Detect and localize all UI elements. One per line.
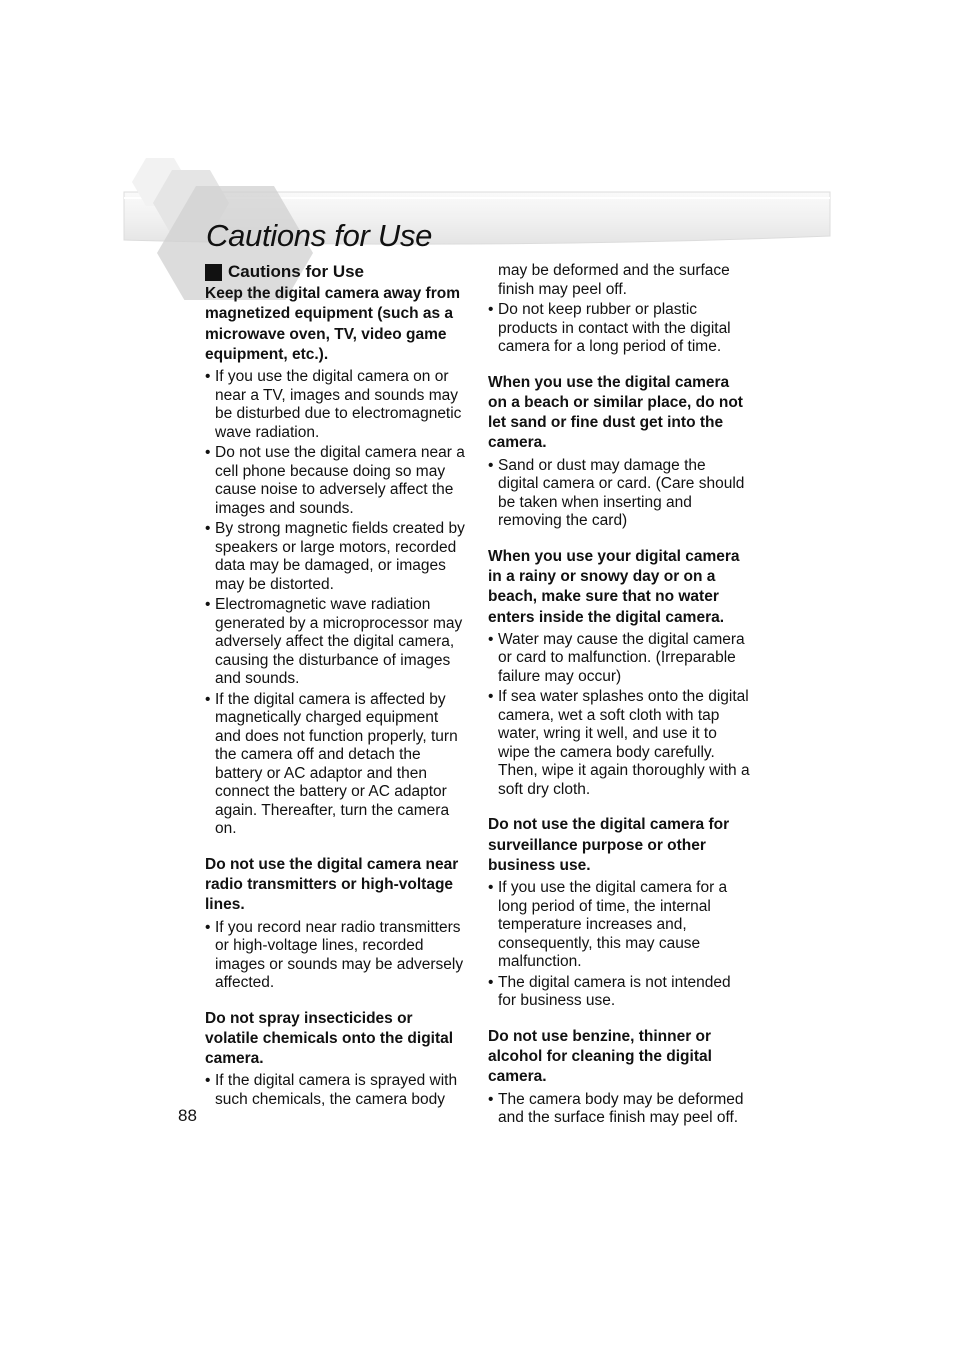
- list-item: • If the digital camera is sprayed with such chemicals, the camera body: [205, 1072, 467, 1109]
- list-item: • Do not use the digital camera near a cell phone because doing so may cause noise to adversely affect the images and sounds.: [205, 444, 467, 518]
- list-item: • Do not keep rubber or plastic products in contact with the digital camera for a long period of time.: [488, 301, 750, 357]
- subheading-beach-sand: When you use the digital camera on a beach or similar place, do not let sand or fine dust get into the camera.: [488, 373, 743, 452]
- list-item: • If you use the digital camera for a long period of time, the internal temperature increases and, consequently, this may cause malfunction.: [488, 879, 750, 972]
- bullet-list: [488, 1091, 750, 1128]
- list-item: • Water may cause the digital camera or card to malfunction. (Irreparable failure may occur): [488, 631, 750, 687]
- subheading-cleaning: Do not use benzine, thinner or alcohol for cleaning the digital camera.: [488, 1027, 712, 1086]
- bullet-list: [488, 631, 750, 800]
- bullet-list: [488, 879, 750, 1011]
- bullet-list: [488, 457, 750, 531]
- bullet-list: [488, 301, 750, 357]
- continued-text: may be deformed and the surface finish may peel off.: [498, 262, 730, 298]
- page-number: 88: [178, 1106, 197, 1125]
- page-title: Cautions for Use: [206, 218, 433, 253]
- list-item: • The camera body may be deformed and the surface finish may peel off.: [488, 1091, 750, 1128]
- bullet-list: [205, 368, 467, 839]
- list-item: • If you record near radio transmitters or high-voltage lines, recorded images or sounds may be adversely affected.: [205, 919, 467, 993]
- list-item: • If sea water splashes onto the digital camera, wet a soft cloth with tap water, wring it well, and use it to wipe the camera body carefully. Then, wipe it again thoroughly with a soft dry cloth.: [488, 688, 750, 799]
- subheading-water: When you use your digital camera in a rainy or snowy day or on a beach, make sure that no water enters inside the digital camera.: [488, 547, 740, 626]
- square-bullet-icon: [205, 264, 222, 281]
- bullet-list: [205, 1072, 467, 1109]
- subheading-surveillance: Do not use the digital camera for surveillance purpose or other business use.: [488, 816, 730, 874]
- section-heading-text: Cautions for Use: [228, 262, 365, 281]
- list-item: • By strong magnetic fields created by speakers or large motors, recorded data may be damaged, or images may be distorted.: [205, 520, 467, 594]
- header-banner: [0, 0, 954, 300]
- subheading-magnetized-equipment: Keep the digital camera away from magnetized equipment (such as a microwave oven, TV, video game equipment, etc.).: [205, 285, 460, 363]
- section-heading: [205, 262, 467, 282]
- subheading-radio-transmitters: Do not use the digital camera near radio transmitters or high-voltage lines.: [205, 855, 459, 914]
- subheading-insecticides: Do not spray insecticides or volatile chemicals onto the digital camera.: [205, 1009, 454, 1068]
- bullet-list: [205, 919, 467, 993]
- list-item: • Electromagnetic wave radiation generated by a microprocessor may adversely affect the digital camera, causing the disturbance of images and sounds.: [205, 596, 467, 689]
- list-item: • Sand or dust may damage the digital camera or card. (Care should be taken when inserting and removing the card): [488, 457, 750, 531]
- right-column: [488, 262, 750, 1130]
- list-item: • The digital camera is not intended for business use.: [488, 974, 750, 1011]
- list-item: • If you use the digital camera on or near a TV, images and sounds may be disturbed due to electromagnetic wave radiation.: [205, 368, 467, 442]
- list-item: • If the digital camera is affected by magnetically charged equipment and does not function properly, turn the camera off and detach the battery or AC adaptor and then connect the battery or AC adaptor again. Thereafter, turn the camera on.: [205, 691, 467, 839]
- left-column: [205, 262, 467, 1111]
